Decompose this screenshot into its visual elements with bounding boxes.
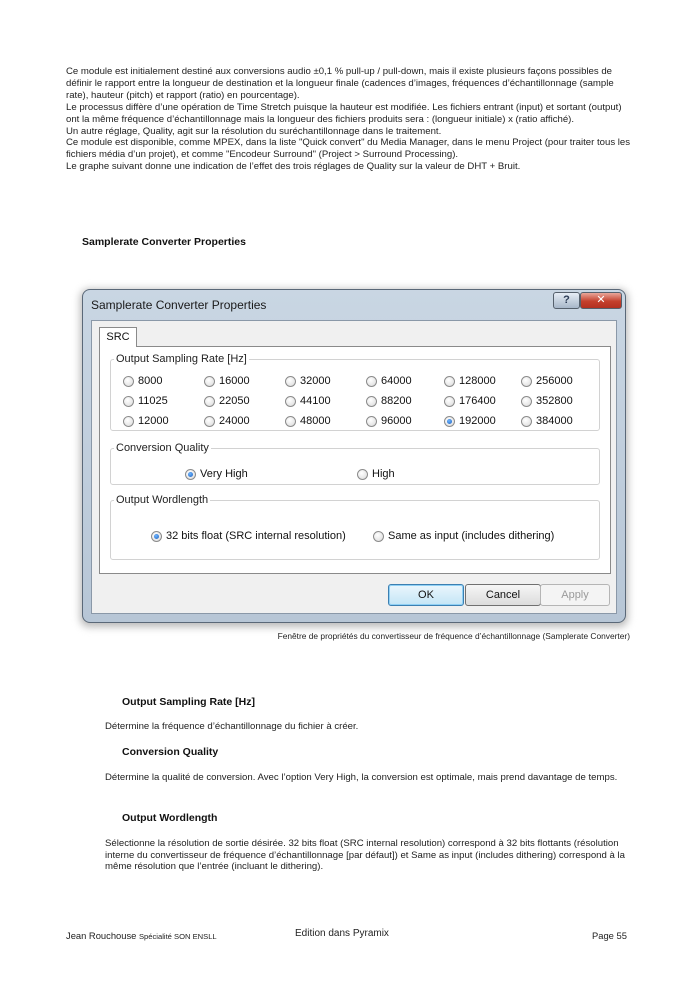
radio-indicator	[366, 416, 377, 427]
radio-indicator	[285, 396, 296, 407]
figure-heading: Samplerate Converter Properties	[82, 236, 246, 248]
wordlength-same-as-input-label: Same as input (includes dithering)	[388, 530, 555, 542]
sample-rate-label: 32000	[300, 375, 331, 387]
intro-text	[66, 66, 634, 173]
sample-rate-radio-16000[interactable]	[204, 375, 250, 387]
sample-rate-label: 128000	[459, 375, 496, 387]
radio-indicator	[285, 416, 296, 427]
sample-rate-label: 24000	[219, 415, 250, 427]
sample-rate-label: 8000	[138, 375, 163, 387]
output-wordlength-legend: Output Wordlength	[116, 494, 209, 506]
radio-indicator	[357, 469, 368, 480]
sample-rate-label: 16000	[219, 375, 250, 387]
intro-paragraph: Ce module est disponible, comme MPEX, dans la liste "Quick convert" du Media Manager, dans le menu Project (pour traiter tous les fichiers média d’un projet), et comme "Encodeur Surround" (Project > Surround Processing).	[66, 137, 631, 161]
section-text-conversion-quality: Détermine la qualité de conversion. Avec l’option Very High, la conversion est optimale, mais prend davantage de temps.	[105, 772, 618, 783]
sample-rate-radio-8000[interactable]	[123, 375, 162, 387]
figure-caption: Fenêtre de propriétés du convertisseur de fréquence d’échantillonnage (Samplerate Converter)	[277, 631, 630, 641]
intro-paragraph: Ce module est initialement destiné aux conversions audio ±0,1 % pull-up / pull-down, mais il existe plusieurs façons possibles de définir le rapport entre la longueur de destination et la longueur finale (cadences d’images, fréquences d’échantillonnage (sample rate), hauteur (pitch) et rapport (ratio) en pourcentage).	[66, 66, 614, 101]
radio-indicator	[366, 376, 377, 387]
sample-rate-label: 384000	[536, 415, 573, 427]
sample-rate-label: 44100	[300, 395, 331, 407]
radio-indicator	[123, 416, 134, 427]
tab-panel-src	[99, 346, 611, 574]
sample-rate-radio-96000[interactable]	[366, 415, 412, 427]
sample-rate-label: 12000	[138, 415, 169, 427]
dialog-client-area	[91, 320, 617, 614]
radio-indicator	[521, 396, 532, 407]
radio-indicator	[521, 376, 532, 387]
radio-indicator	[366, 396, 377, 407]
radio-indicator	[285, 376, 296, 387]
sample-rate-radio-192000[interactable]	[444, 415, 496, 427]
sample-rate-radio-12000[interactable]	[123, 415, 169, 427]
ok-button[interactable]: OK	[388, 584, 464, 606]
apply-button[interactable]: Apply	[540, 584, 610, 606]
quality-very-high-label: Very High	[200, 468, 248, 480]
intro-paragraph: Le processus diffère d’une opération de Time Stretch puisque la hauteur est modifiée. Les fichiers entrant (input) et sortant (output) ont la même fréquence d’échantillonnage mais la longueur des fichiers produits sera : (longueur initiale) x (ratio affiché).	[66, 101, 622, 125]
sample-rate-label: 11025	[138, 395, 168, 407]
tab-src[interactable]: SRC	[99, 327, 137, 347]
section-text-output-wordlength: Sélectionne la résolution de sortie désirée. 32 bits float (SRC internal resolution) correspond à 32 bits flottants (résolution interne du convertisseur de fréquence d’échantillonnage [par défaut]) et Same as input (includes dithering) correspond à la même résolution que l’entrée (incluant le dithering).	[105, 838, 625, 873]
sample-rate-radio-11025[interactable]	[123, 395, 168, 407]
cancel-button[interactable]: Cancel	[465, 584, 541, 606]
close-button[interactable]: ✕	[580, 292, 622, 309]
sample-rate-label: 352800	[536, 395, 573, 407]
radio-indicator	[204, 376, 215, 387]
sample-rate-label: 192000	[459, 415, 496, 427]
help-button[interactable]: ?	[553, 292, 580, 309]
radio-indicator	[444, 396, 455, 407]
sample-rate-radio-22050[interactable]	[204, 395, 250, 407]
sample-rate-radio-352800[interactable]	[521, 395, 573, 407]
radio-indicator	[123, 396, 134, 407]
dialog-title: Samplerate Converter Properties	[91, 298, 267, 312]
radio-indicator	[204, 416, 215, 427]
sample-rate-radio-256000[interactable]	[521, 375, 573, 387]
sample-rate-radio-176400[interactable]	[444, 395, 496, 407]
sample-rate-radio-48000[interactable]	[285, 415, 331, 427]
wordlength-32-float-label: 32 bits float (SRC internal resolution)	[166, 530, 346, 542]
sample-rate-radio-88200[interactable]	[366, 395, 412, 407]
sample-rate-radio-32000[interactable]	[285, 375, 331, 387]
footer-affiliation: Spécialité SON ENSLL	[138, 932, 217, 941]
conversion-quality-group	[110, 442, 600, 485]
sample-rate-label: 22050	[219, 395, 250, 407]
sample-rate-label: 48000	[300, 415, 331, 427]
sample-rate-label: 176400	[459, 395, 496, 407]
output-wordlength-group	[110, 494, 600, 560]
radio-indicator	[204, 396, 215, 407]
quality-high-radio[interactable]	[357, 468, 395, 480]
sample-rate-radio-384000[interactable]	[521, 415, 573, 427]
sample-rate-radio-64000[interactable]	[366, 375, 412, 387]
quality-very-high-radio[interactable]	[185, 468, 248, 480]
section-text-sampling-rate: Détermine la fréquence d’échantillonnage du fichier à créer.	[105, 721, 359, 732]
wordlength-same-as-input-radio[interactable]	[373, 530, 554, 542]
radio-indicator	[123, 376, 134, 387]
footer-author	[66, 930, 217, 941]
sample-rate-label: 256000	[536, 375, 573, 387]
footer-author-name: Jean Rouchouse	[66, 930, 137, 941]
sample-rate-label: 64000	[381, 375, 412, 387]
conversion-quality-legend: Conversion Quality	[116, 442, 209, 454]
footer-page-number: Page 55	[592, 930, 627, 941]
radio-indicator	[521, 416, 532, 427]
sampling-rate-legend: Output Sampling Rate [Hz]	[116, 353, 247, 365]
sample-rate-label: 88200	[381, 395, 412, 407]
section-title-sampling-rate: Output Sampling Rate [Hz]	[122, 696, 255, 708]
sample-rate-radio-128000[interactable]	[444, 375, 496, 387]
radio-indicator	[151, 531, 162, 542]
sample-rate-radio-24000[interactable]	[204, 415, 250, 427]
sample-rate-radio-44100[interactable]	[285, 395, 331, 407]
quality-high-label: High	[372, 468, 395, 480]
section-title-output-wordlength: Output Wordlength	[122, 812, 218, 824]
intro-paragraph: Un autre réglage, Quality, agit sur la résolution du suréchantillonnage dans le traitement.	[66, 125, 442, 137]
radio-indicator	[373, 531, 384, 542]
footer-center-title: Edition dans Pyramix	[295, 928, 389, 939]
sample-rate-label: 96000	[381, 415, 412, 427]
wordlength-32-float-radio[interactable]	[151, 530, 346, 542]
samplerate-converter-dialog	[82, 289, 626, 623]
radio-indicator	[444, 416, 455, 427]
radio-indicator	[185, 469, 196, 480]
section-title-conversion-quality: Conversion Quality	[122, 746, 219, 758]
intro-paragraph: Le graphe suivant donne une indication de l’effet des trois réglages de Quality sur la valeur de DHT + Bruit.	[66, 161, 521, 173]
radio-indicator	[444, 376, 455, 387]
sampling-rate-group	[110, 353, 600, 431]
